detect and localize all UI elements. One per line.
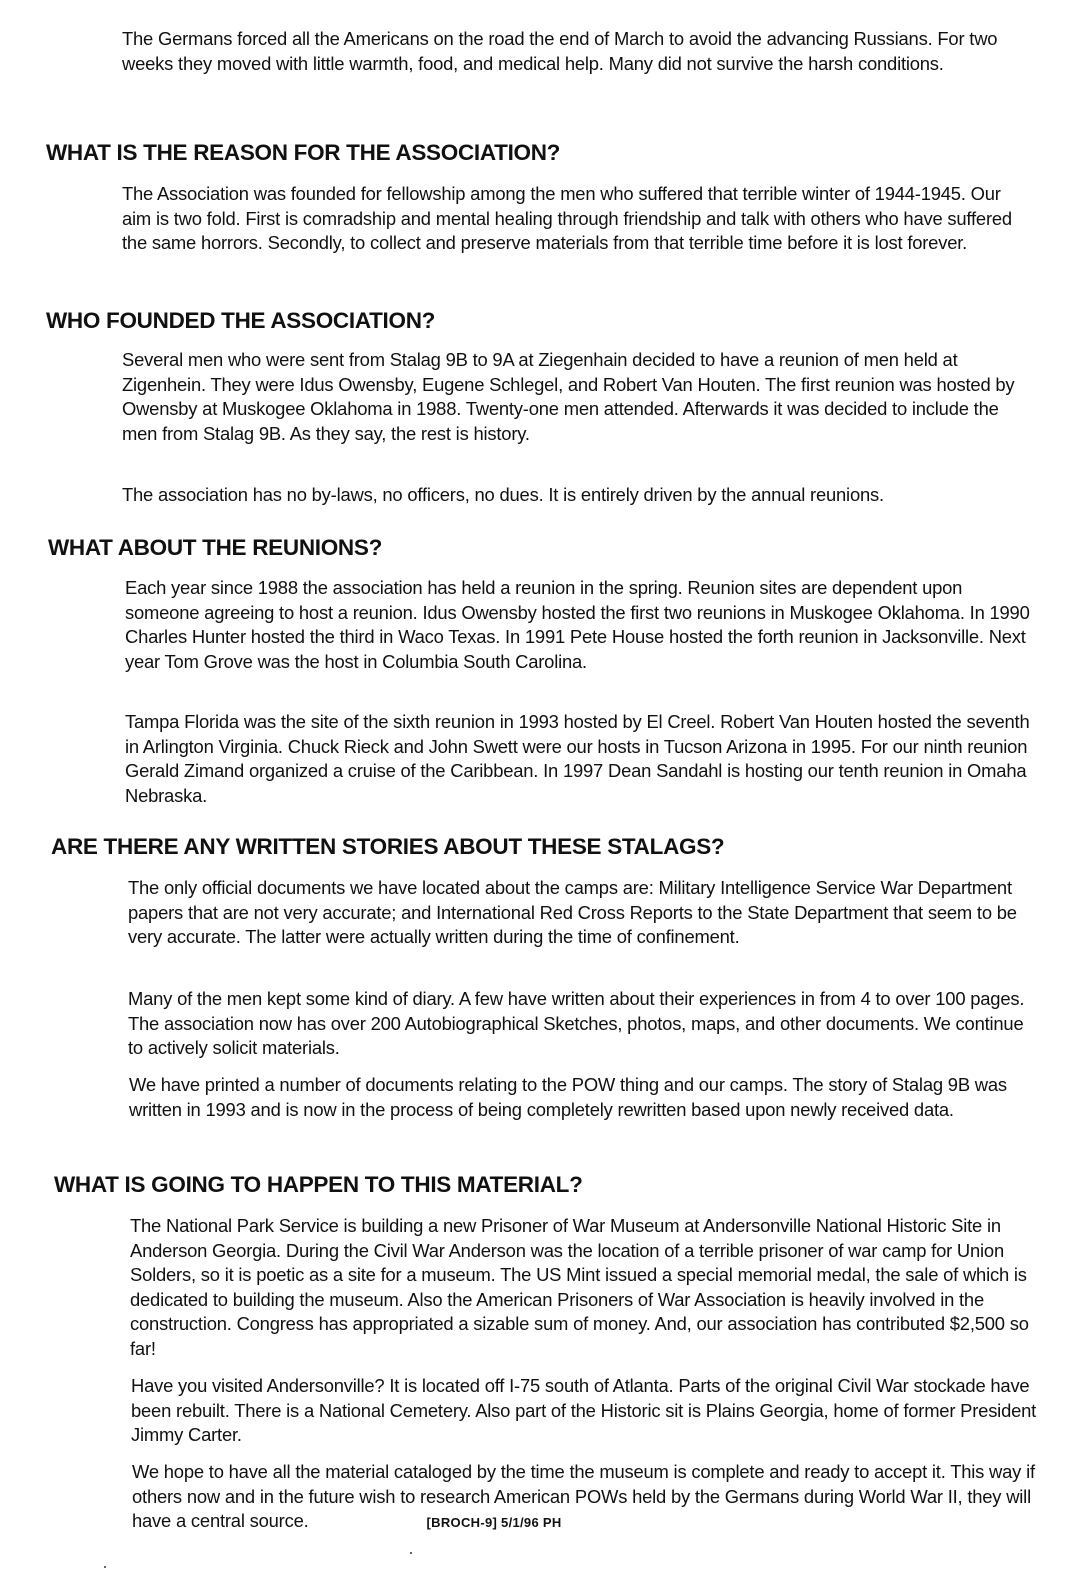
stories-paragraph-1: The only official documents we have located about the camps are: Military Intelligence Service War Department papers that are not very accurate; and International Red Cross Reports to the State Department that seem to be very accurate. The latter were actually written during the time of confinement. xyxy=(128,877,1017,948)
section-heading-reunions: WHAT ABOUT THE REUNIONS? xyxy=(48,535,383,560)
material-paragraph-3 xyxy=(132,1460,1042,1536)
founded-paragraph-1: Several men who were sent from Stalag 9B to 9A at Ziegenhain decided to have a reunion of men held at Zigenhein. They were Idus Owensby, Eugene Schlegel, and Robert Van Houten. The first reunion was hosted by Owensby at Muskogee Oklahoma in 1988. Twenty-one men attended. Afterwards it was decided to include the men from Stalag 9B. As they say, the rest is history. xyxy=(122,349,1015,444)
scan-speck xyxy=(104,1566,106,1568)
scan-speck xyxy=(410,1552,412,1554)
reason-paragraph: The Association was founded for fellowship among the men who suffered that terrible winter of 1944-1945. Our aim is two fold. First is comradship and mental healing through friendship and talk with others who have suffered the same horrors. Secondly, to collect and preserve materials from that terrible time before it is lost forever. xyxy=(122,183,1012,254)
material-paragraph-1: The National Park Service is building a new Prisoner of War Museum at Andersonville National Historic Site in Anderson Georgia. During the Civil War Anderson was the location of a terrible prisoner of war camp for Union Solders, so it is poetic as a site for a museum. The US Mint issued a special memorial medal, the sale of which is dedicated to building the museum. Also the American Prisoners of War Association is heavily involved in the construction. Congress has appropriated a sizable sum of money. And, our association has contributed $2,500 so far! xyxy=(130,1215,1029,1359)
stories-paragraph-2: Many of the men kept some kind of diary. A few have written about their experiences in from 4 to over 100 pages. The association now has over 200 Autobiographical Sketches, photos, maps, and other documents. We continue to actively solicit materials. xyxy=(128,988,1025,1059)
intro-paragraph: The Germans forced all the Americans on the road the end of March to avoid the advancing Russians. For two weeks they moved with little warmth, food, and medical help. Many did not survive the harsh conditions. xyxy=(122,28,998,74)
reunions-paragraph-2: Tampa Florida was the site of the sixth reunion in 1993 hosted by El Creel. Robert Van Houten hosted the seventh in Arlington Virginia. Chuck Rieck and John Swett were our hosts in Tucson Arizona in 1995. For our ninth reunion Gerald Zimand organized a cruise of the Caribbean. In 1997 Dean Sandahl is hosting our tenth reunion in Omaha Nebraska. xyxy=(125,711,1030,806)
document-code: [BROCH-9] 5/1/96 PH xyxy=(426,1515,562,1531)
founded-paragraph-2: The association has no by-laws, no officers, no dues. It is entirely driven by the annual reunions. xyxy=(122,484,884,505)
reunions-paragraph-1: Each year since 1988 the association has held a reunion in the spring. Reunion sites are dependent upon someone agreeing to host a reunion. Idus Owensby hosted the first two reunions in Muskogee Oklahoma. In 1990 Charles Hunter hosted the third in Waco Texas. In 1991 Pete House hosted the forth reunion in Jacksonville. Next year Tom Grove was the host in Columbia South Carolina. xyxy=(125,577,1030,672)
stories-paragraph-3: We have printed a number of documents relating to the POW thing and our camps. The story of Stalag 9B was written in 1993 and is now in the process of being completely rewritten based upon newly received data. xyxy=(129,1074,1007,1120)
section-heading-founded: WHO FOUNDED THE ASSOCIATION? xyxy=(46,308,436,333)
section-heading-reason: WHAT IS THE REASON FOR THE ASSOCIATION? xyxy=(46,140,561,165)
section-heading-material: WHAT IS GOING TO HAPPEN TO THIS MATERIAL? xyxy=(54,1172,583,1197)
section-heading-stories: ARE THERE ANY WRITTEN STORIES ABOUT THESE STALAGS? xyxy=(51,834,725,859)
material-paragraph-3-text: We hope to have all the material cataloged by the time the museum is complete and ready to accept it. This way if others now and in the future wish to research American POWs held by the Germans during World War II, they will have a central source. xyxy=(132,1461,1035,1532)
material-paragraph-2: Have you visited Andersonville? It is located off I-75 south of Atlanta. Parts of the original Civil War stockade have been rebuilt. There is a National Cemetery. Also part of the Historic sit is Plains Georgia, home of former President Jimmy Carter. xyxy=(131,1375,1037,1446)
